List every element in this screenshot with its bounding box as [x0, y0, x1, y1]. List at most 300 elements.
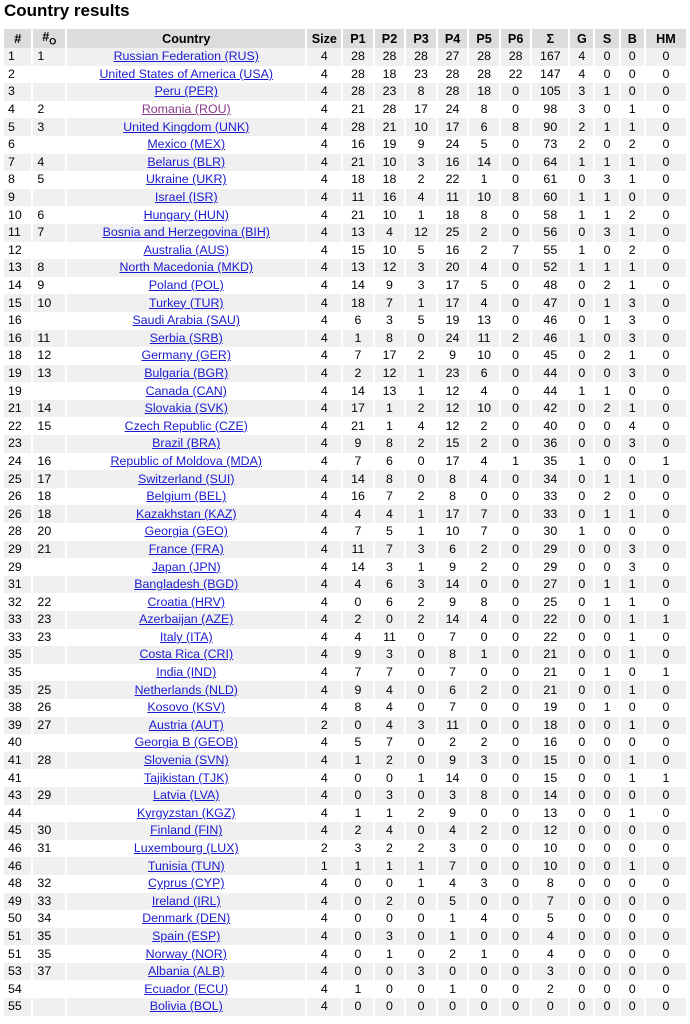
country-link[interactable]: Mexico (MEX) [147, 137, 226, 152]
cell-silver: 3 [595, 171, 618, 189]
cell-p1: 0 [343, 769, 373, 787]
cell-hm: 1 [646, 664, 686, 682]
cell-p3: 1 [406, 365, 436, 383]
cell-p5: 0 [469, 664, 499, 682]
cell-p6: 0 [501, 365, 531, 383]
cell-gold: 0 [570, 928, 593, 946]
cell-p2: 10 [375, 206, 405, 224]
cell-silver: 1 [595, 154, 618, 172]
cell-silver: 0 [595, 857, 618, 875]
cell-p2: 4 [375, 224, 405, 242]
cell-bronze: 1 [621, 154, 644, 172]
cell-p1: 1 [343, 330, 373, 348]
cell-rank-official: 9 [33, 277, 65, 295]
cell-total: 42 [532, 400, 568, 418]
cell-p3: 0 [406, 646, 436, 664]
cell-total: 44 [532, 365, 568, 383]
cell-hm: 0 [646, 857, 686, 875]
cell-bronze: 1 [621, 752, 644, 770]
cell-silver: 0 [595, 963, 618, 981]
cell-rank-official: 11 [33, 330, 65, 348]
cell-p1: 14 [343, 277, 373, 295]
table-row [4, 629, 686, 647]
country-link[interactable]: Australia (AUS) [143, 242, 229, 257]
cell-p5: 8 [469, 206, 499, 224]
country-link[interactable]: Albania (ALB) [148, 964, 225, 979]
cell-p5: 8 [469, 787, 499, 805]
country-link[interactable]: Cyprus (CYP) [148, 876, 225, 891]
cell-country [67, 154, 305, 172]
cell-hm: 0 [646, 505, 686, 523]
cell-p2: 9 [375, 277, 405, 295]
cell-total: 3 [532, 963, 568, 981]
cell-p6: 1 [501, 453, 531, 471]
cell-p3: 0 [406, 734, 436, 752]
cell-silver: 0 [595, 646, 618, 664]
cell-p1: 0 [343, 963, 373, 981]
country-link[interactable]: North Macedonia (MKD) [119, 260, 254, 275]
cell-p6: 8 [501, 118, 531, 136]
cell-p2: 1 [375, 945, 405, 963]
cell-p2: 6 [375, 453, 405, 471]
country-link[interactable]: Tajikistan (TJK) [143, 770, 229, 785]
country-link[interactable]: Belgium (BEL) [146, 489, 227, 504]
cell-rank-official: 15 [33, 417, 65, 435]
cell-rank: 46 [4, 857, 31, 875]
table-row [4, 699, 686, 717]
cell-total: 47 [532, 294, 568, 312]
cell-size: 4 [307, 945, 341, 963]
country-link[interactable]: United Kingdom (UNK) [123, 119, 250, 134]
cell-p1: 7 [343, 453, 373, 471]
cell-p5: 14 [469, 154, 499, 172]
table-row [4, 928, 686, 946]
cell-p6: 0 [501, 611, 531, 629]
cell-p1: 6 [343, 312, 373, 330]
country-link[interactable]: Slovenia (SVN) [143, 753, 229, 768]
cell-p3: 0 [406, 980, 436, 998]
cell-country [67, 893, 305, 911]
country-link[interactable]: Switzerland (SUI) [138, 471, 235, 486]
cell-country [67, 646, 305, 664]
cell-bronze: 0 [621, 945, 644, 963]
cell-gold: 0 [570, 910, 593, 928]
cell-country [67, 875, 305, 893]
cell-p6: 0 [501, 294, 531, 312]
cell-total: 22 [532, 611, 568, 629]
cell-p4: 14 [438, 769, 468, 787]
cell-rank-official [33, 646, 65, 664]
cell-total: 14 [532, 787, 568, 805]
country-link[interactable]: Bosnia and Herzegovina (BIH) [102, 225, 270, 240]
cell-silver: 0 [595, 875, 618, 893]
cell-hm: 0 [646, 840, 686, 858]
cell-bronze: 1 [621, 769, 644, 787]
cell-p2: 10 [375, 242, 405, 260]
cell-rank: 8 [4, 171, 31, 189]
cell-p4: 7 [438, 664, 468, 682]
country-link[interactable]: Georgia (GEO) [144, 524, 228, 539]
cell-p6: 0 [501, 822, 531, 840]
cell-hm: 0 [646, 118, 686, 136]
cell-p1: 14 [343, 558, 373, 576]
cell-total: 15 [532, 769, 568, 787]
cell-country [67, 576, 305, 594]
country-link[interactable]: Croatia (HRV) [147, 594, 226, 609]
cell-p2: 4 [375, 717, 405, 735]
cell-p6: 0 [501, 488, 531, 506]
cell-gold: 1 [570, 382, 593, 400]
cell-p4: 1 [438, 980, 468, 998]
cell-rank: 55 [4, 998, 31, 1016]
cell-gold: 0 [570, 576, 593, 594]
country-link[interactable]: Poland (POL) [148, 278, 224, 293]
cell-p6: 0 [501, 910, 531, 928]
country-link[interactable]: Saudi Arabia (SAU) [132, 313, 240, 328]
cell-silver: 0 [595, 48, 618, 66]
cell-p1: 14 [343, 470, 373, 488]
cell-p2: 7 [375, 541, 405, 559]
cell-gold: 0 [570, 488, 593, 506]
country-link[interactable]: Romania (ROU) [141, 102, 231, 117]
cell-p3: 0 [406, 893, 436, 911]
cell-country [67, 294, 305, 312]
country-link[interactable]: Kazakhstan (KAZ) [135, 506, 237, 521]
cell-p2: 0 [375, 998, 405, 1016]
country-link[interactable]: Slovakia (SVK) [144, 401, 228, 416]
cell-bronze: 1 [621, 101, 644, 119]
cell-rank: 6 [4, 136, 31, 154]
cell-p1: 0 [343, 875, 373, 893]
cell-p1: 0 [343, 928, 373, 946]
cell-gold: 1 [570, 154, 593, 172]
cell-size: 4 [307, 294, 341, 312]
cell-rank-official: 6 [33, 206, 65, 224]
cell-size: 4 [307, 963, 341, 981]
cell-country [67, 593, 305, 611]
cell-p2: 5 [375, 523, 405, 541]
cell-bronze: 0 [621, 875, 644, 893]
country-link[interactable]: Ireland (IRL) [151, 893, 221, 908]
cell-p1: 15 [343, 242, 373, 260]
cell-gold: 0 [570, 717, 593, 735]
cell-p1: 21 [343, 417, 373, 435]
cell-hm: 0 [646, 435, 686, 453]
cell-p2: 18 [375, 171, 405, 189]
cell-total: 8 [532, 875, 568, 893]
country-link[interactable]: United States of America (USA) [99, 66, 274, 81]
cell-total: 4 [532, 928, 568, 946]
cell-p1: 1 [343, 805, 373, 823]
cell-rank-official [33, 83, 65, 101]
cell-p2: 0 [375, 875, 405, 893]
cell-rank: 10 [4, 206, 31, 224]
country-link[interactable]: Peru (PER) [154, 84, 218, 99]
cell-p2: 0 [375, 963, 405, 981]
cell-total: 4 [532, 945, 568, 963]
cell-hm: 0 [646, 347, 686, 365]
cell-p6: 0 [501, 312, 531, 330]
cell-p1: 14 [343, 382, 373, 400]
country-link[interactable]: Canada (CAN) [145, 383, 227, 398]
cell-gold: 0 [570, 734, 593, 752]
col-p1: P1 [343, 29, 373, 48]
cell-bronze: 1 [621, 347, 644, 365]
cell-p5: 4 [469, 611, 499, 629]
cell-rank: 53 [4, 963, 31, 981]
country-link[interactable]: Germany (GER) [141, 348, 231, 363]
cell-p5: 7 [469, 505, 499, 523]
cell-total: 22 [532, 629, 568, 647]
cell-p2: 18 [375, 66, 405, 84]
cell-hm: 0 [646, 717, 686, 735]
cell-p6: 0 [501, 840, 531, 858]
cell-p6: 0 [501, 541, 531, 559]
cell-hm: 0 [646, 629, 686, 647]
cell-size: 4 [307, 48, 341, 66]
cell-rank-official [33, 998, 65, 1016]
cell-total: 19 [532, 699, 568, 717]
cell-bronze: 0 [621, 664, 644, 682]
cell-total: 60 [532, 189, 568, 207]
cell-p1: 11 [343, 541, 373, 559]
cell-size: 1 [307, 857, 341, 875]
cell-bronze: 1 [621, 470, 644, 488]
cell-size: 4 [307, 611, 341, 629]
col-p5: P5 [469, 29, 499, 48]
country-link[interactable]: Latvia (LVA) [153, 788, 220, 803]
cell-country [67, 400, 305, 418]
cell-size: 4 [307, 365, 341, 383]
table-row [4, 242, 686, 260]
cell-p2: 17 [375, 347, 405, 365]
table-row [4, 734, 686, 752]
cell-p5: 1 [469, 945, 499, 963]
country-link[interactable]: Finland (FIN) [150, 823, 223, 838]
cell-p5: 0 [469, 488, 499, 506]
cell-silver: 1 [595, 505, 618, 523]
cell-p5: 18 [469, 83, 499, 101]
cell-p3: 0 [406, 470, 436, 488]
table-row [4, 435, 686, 453]
cell-bronze: 0 [621, 189, 644, 207]
cell-p6: 0 [501, 593, 531, 611]
cell-p5: 0 [469, 629, 499, 647]
country-link[interactable]: India (IND) [156, 665, 217, 680]
country-link[interactable]: Luxembourg (LUX) [133, 841, 239, 856]
cell-rank: 33 [4, 629, 31, 647]
cell-silver: 0 [595, 101, 618, 119]
cell-country [67, 910, 305, 928]
cell-gold: 0 [570, 417, 593, 435]
cell-country [67, 558, 305, 576]
country-link[interactable]: Denmark (DEN) [142, 911, 231, 926]
cell-p1: 21 [343, 101, 373, 119]
cell-rank-official [33, 136, 65, 154]
cell-total: 29 [532, 558, 568, 576]
cell-gold: 1 [570, 453, 593, 471]
cell-bronze: 1 [621, 805, 644, 823]
country-link[interactable]: Netherlands (NLD) [134, 682, 238, 697]
country-link[interactable]: Ukraine (UKR) [145, 172, 227, 187]
cell-p6: 0 [501, 576, 531, 594]
cell-hm: 0 [646, 998, 686, 1016]
cell-p2: 0 [375, 980, 405, 998]
cell-p4: 1 [438, 928, 468, 946]
cell-rank-official: 3 [33, 118, 65, 136]
cell-bronze: 3 [621, 312, 644, 330]
country-link[interactable]: Italy (ITA) [159, 629, 213, 644]
cell-country [67, 699, 305, 717]
country-link[interactable]: Georgia B (GEOB) [134, 735, 238, 750]
country-link[interactable]: Norway (NOR) [145, 946, 227, 961]
cell-hm: 0 [646, 752, 686, 770]
cell-p6: 0 [501, 875, 531, 893]
cell-size: 4 [307, 347, 341, 365]
country-link[interactable]: Serbia (SRB) [149, 330, 223, 345]
cell-p4: 2 [438, 945, 468, 963]
cell-gold: 0 [570, 893, 593, 911]
cell-country [67, 681, 305, 699]
cell-hm: 0 [646, 488, 686, 506]
cell-p6: 0 [501, 928, 531, 946]
cell-bronze: 0 [621, 928, 644, 946]
cell-silver: 0 [595, 136, 618, 154]
country-link[interactable]: Bangladesh (BGD) [134, 577, 239, 592]
table-row [4, 382, 686, 400]
country-link[interactable]: Bulgaria (BGR) [144, 365, 229, 380]
cell-rank-official: 21 [33, 541, 65, 559]
cell-p4: 17 [438, 277, 468, 295]
cell-p3: 0 [406, 910, 436, 928]
cell-p1: 0 [343, 998, 373, 1016]
cell-p1: 17 [343, 400, 373, 418]
cell-total: 10 [532, 840, 568, 858]
cell-p4: 17 [438, 294, 468, 312]
country-link[interactable]: Azerbaijan (AZE) [139, 612, 234, 627]
cell-hm: 0 [646, 734, 686, 752]
cell-p1: 7 [343, 523, 373, 541]
cell-total: 167 [532, 48, 568, 66]
col-bronze: B [621, 29, 644, 48]
col-p4: P4 [438, 29, 468, 48]
cell-p6: 0 [501, 752, 531, 770]
cell-gold: 0 [570, 435, 593, 453]
cell-country [67, 541, 305, 559]
cell-total: 5 [532, 910, 568, 928]
country-link[interactable]: Ecuador (ECU) [144, 981, 229, 996]
cell-p5: 2 [469, 242, 499, 260]
cell-p1: 18 [343, 294, 373, 312]
country-link[interactable]: Russian Federation (RUS) [113, 49, 259, 64]
cell-p5: 8 [469, 101, 499, 119]
country-link[interactable]: Costa Rica (CRI) [139, 647, 234, 662]
cell-country [67, 330, 305, 348]
cell-p4: 7 [438, 699, 468, 717]
cell-total: 48 [532, 277, 568, 295]
cell-bronze: 0 [621, 66, 644, 84]
cell-bronze: 0 [621, 83, 644, 101]
country-link[interactable]: France (FRA) [148, 541, 224, 556]
cell-bronze: 3 [621, 294, 644, 312]
cell-rank-official [33, 664, 65, 682]
cell-silver: 0 [595, 805, 618, 823]
cell-size: 4 [307, 998, 341, 1016]
cell-total: 15 [532, 752, 568, 770]
cell-gold: 0 [570, 752, 593, 770]
col-hm: HM [646, 29, 686, 48]
country-link[interactable]: Austria (AUT) [148, 717, 224, 732]
cell-p3: 4 [406, 189, 436, 207]
cell-rank: 28 [4, 523, 31, 541]
cell-country [67, 171, 305, 189]
cell-country [67, 769, 305, 787]
col-silver: S [595, 29, 618, 48]
cell-rank-official: 35 [33, 928, 65, 946]
cell-bronze: 0 [621, 453, 644, 471]
country-link[interactable]: Spain (ESP) [152, 928, 221, 943]
table-row [4, 523, 686, 541]
cell-size: 4 [307, 488, 341, 506]
country-link[interactable]: Czech Republic (CZE) [124, 418, 248, 433]
cell-p2: 6 [375, 576, 405, 594]
cell-p6: 0 [501, 154, 531, 172]
country-link[interactable]: Hungary (HUN) [143, 207, 229, 222]
cell-silver: 2 [595, 400, 618, 418]
country-link[interactable]: Bolivia (BOL) [149, 999, 223, 1014]
cell-gold: 0 [570, 171, 593, 189]
cell-rank-official: 28 [33, 752, 65, 770]
cell-bronze: 1 [621, 118, 644, 136]
cell-country [67, 505, 305, 523]
country-link[interactable]: Belarus (BLR) [147, 154, 226, 169]
cell-rank: 12 [4, 242, 31, 260]
country-link[interactable]: Kosovo (KSV) [147, 700, 226, 715]
country-link[interactable]: Kyrgyzstan (KGZ) [137, 805, 236, 820]
cell-size: 4 [307, 83, 341, 101]
cell-rank-official: 12 [33, 347, 65, 365]
table-row [4, 365, 686, 383]
cell-size: 4 [307, 312, 341, 330]
cell-p4: 12 [438, 382, 468, 400]
cell-p5: 4 [469, 453, 499, 471]
country-link[interactable]: Republic of Moldova (MDA) [110, 453, 262, 468]
country-link[interactable]: Israel (ISR) [154, 190, 218, 205]
cell-hm: 0 [646, 101, 686, 119]
cell-p3: 1 [406, 857, 436, 875]
cell-p2: 12 [375, 259, 405, 277]
cell-gold: 0 [570, 769, 593, 787]
cell-country [67, 963, 305, 981]
cell-p2: 4 [375, 505, 405, 523]
cell-p4: 9 [438, 558, 468, 576]
country-link[interactable]: Japan (JPN) [151, 559, 221, 574]
cell-country [67, 382, 305, 400]
country-link[interactable]: Brazil (BRA) [152, 436, 221, 451]
cell-bronze: 0 [621, 893, 644, 911]
cell-silver: 0 [595, 910, 618, 928]
cell-hm: 0 [646, 294, 686, 312]
cell-p3: 3 [406, 154, 436, 172]
country-link[interactable]: Tunisia (TUN) [147, 858, 225, 873]
country-link[interactable]: Turkey (TUR) [148, 295, 224, 310]
cell-total: 46 [532, 312, 568, 330]
cell-hm: 0 [646, 646, 686, 664]
cell-p5: 2 [469, 558, 499, 576]
cell-p1: 9 [343, 435, 373, 453]
cell-rank-official [33, 857, 65, 875]
cell-size: 4 [307, 980, 341, 998]
